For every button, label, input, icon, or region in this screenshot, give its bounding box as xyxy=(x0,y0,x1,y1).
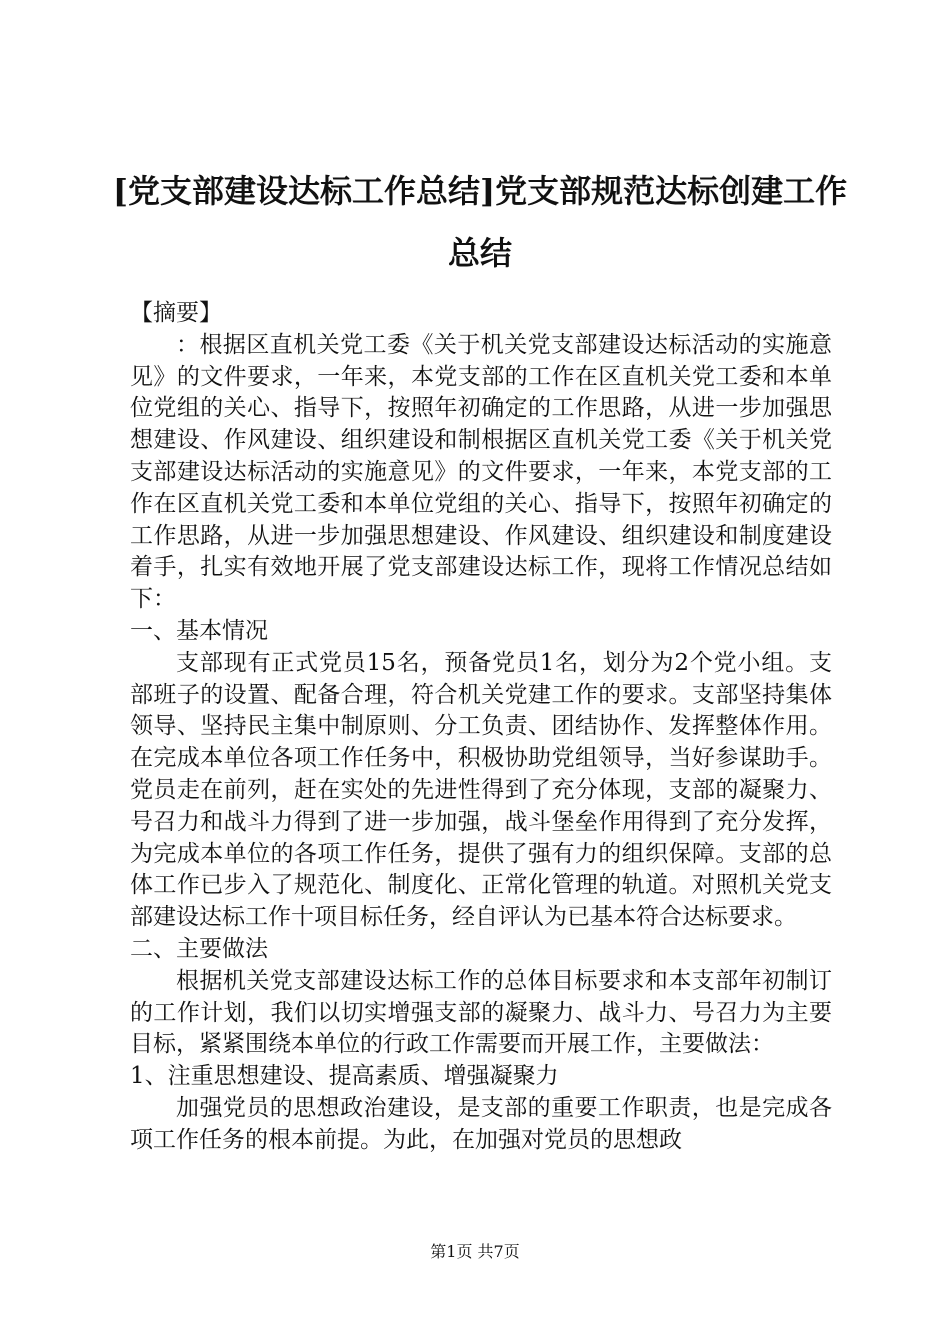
paragraph-methods: 根据机关党支部建设达标工作的总体目标要求和本支部年初制订的工作计划，我们以切实增强支部的凝聚力、战斗力、号召力为主要目标，紧紧围绕本单位的行政工作需要而开展工作，主要做法： xyxy=(130,967,832,1058)
document-body xyxy=(130,298,832,1157)
paragraph-ideology: 加强党员的思想政治建设，是支部的重要工作职责，也是完成各项工作任务的根本前提。为此，在加强对党员的思想政 xyxy=(130,1094,832,1153)
section-heading-methods: 二、主要做法 xyxy=(130,935,268,962)
subsection-heading-ideology: 1、注重思想建设、提高素质、增强凝聚力 xyxy=(130,1063,559,1090)
document-title: [党支部建设达标工作总结]党支部规范达标创建工作总结 xyxy=(112,172,848,272)
paragraph-basic-situation: 支部现有正式党员15名，预备党员1名，划分为2个党小组。支部班子的设置、配备合理，符合机关党建工作的要求。支部坚持集体领导、坚持民主集中制原则、分工负责、团结协作、发挥整体作用。在完成本单位各项工作任务中，积极协助党组领导，当好参谋助手。党员走在前列，赶在实处的先进性得到了充分体现，支部的凝聚力、号召力和战斗力得到了进一步加强，战斗堡垒作用得到了充分发挥，为完成本单位的各项工作任务，提供了强有力的组织保障。支部的总体工作已步入了规范化、制度化、正常化管理的轨道。对照机关党支部建设达标工作十项目标任务，经自评认为已基本符合达标要求。 xyxy=(130,649,832,931)
summary-label: 【摘要】 xyxy=(130,300,222,326)
page-footer: 第1页 共7页 xyxy=(430,1242,520,1261)
paragraph-intro: ：根据区直机关党工委《关于机关党支部建设达标活动的实施意见》的文件要求，一年来，本党支部的工作在区直机关党工委和本单位党组的关心、指导下，按照年初确定的工作思路，从进一步加强思想建设、作风建设、组织建设和制根据区直机关党工委《关于机关党支部建设达标活动的实施意见》的文件要求，一年来，本党支部的工作在区直机关党工委和本单位党组的关心、指导下，按照年初确定的工作思路，从进一步加强思想建设、作风建设、组织建设和制度建设着手，扎实有效地开展了党支部建设达标工作，现将工作情况总结如下： xyxy=(130,331,832,613)
section-heading-basic: 一、基本情况 xyxy=(130,617,268,644)
